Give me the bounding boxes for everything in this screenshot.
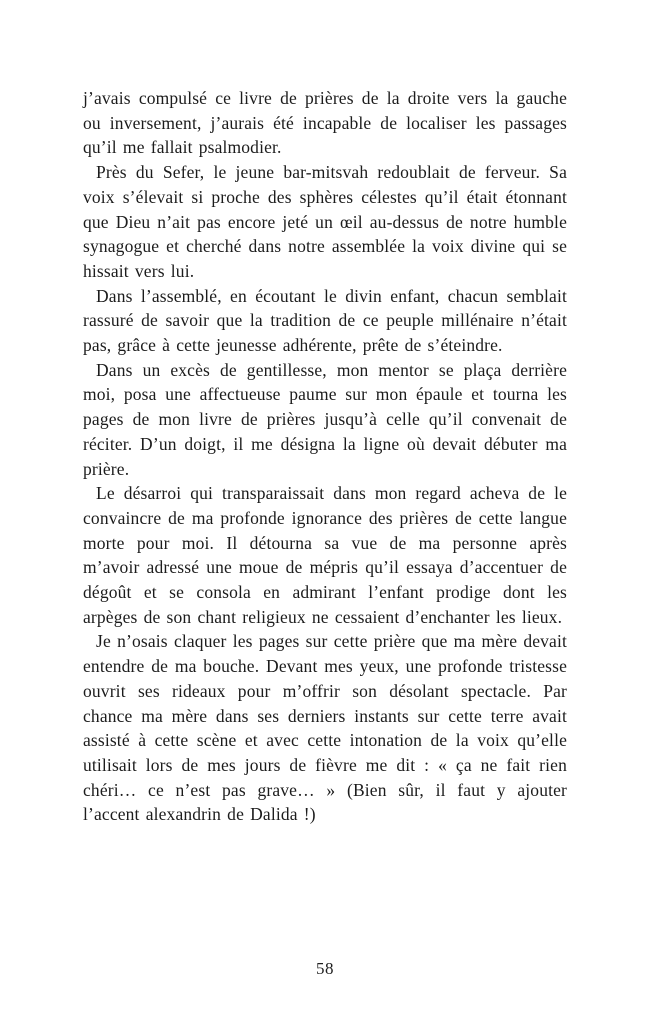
- paragraph-6: Je n’osais claquer les pages sur cette prière que ma mère devait entendre de ma bouche. Devant mes yeux, une profonde tristesse ouvrit ses rideaux pour m’offrir son désolant spectacle. Par chance ma mère dans ses derniers instants sur cette terre avait assisté à cette scène et avec cette intonation de la voix qu’elle utilisait lors de mes jours de fièvre me dit : « ça ne fait rien chéri… ce n’est pas grave… » (Bien sûr, il faut y ajouter l’accent alexandrin de Dalida !): [83, 631, 567, 825]
- page-text-block: [83, 86, 567, 827]
- paragraph-5: Le désarroi qui transparaissait dans mon regard acheva de le convaincre de ma profonde ignorance des prières de cette langue morte pour moi. Il détourna sa vue de ma personne après m’avoir adressé une moue de mépris qu’il essaya d’accentuer de dégoût et se consola en admirant l’enfant prodige dont les arpèges de son chant religieux ne cessaient d’enchanter les lieux.: [83, 483, 567, 627]
- page-number: 58: [316, 959, 334, 978]
- paragraph-3: Dans l’assemblé, en écoutant le divin enfant, chacun semblait rassuré de savoir que la tradition de ce peuple millénaire n’était pas, grâce à cette jeunesse adhérente, prête de s’éteindre.: [83, 285, 567, 356]
- paragraph-1: j’avais compulsé ce livre de prières de la droite vers la gauche ou inversement, j’aurais été incapable de localiser les passages qu’il me fallait psalmodier.: [83, 88, 567, 158]
- paragraph-2: Près du Sefer, le jeune bar-mitsvah redoublait de ferveur. Sa voix s’élevait si proche des sphères célestes qu’il était étonnant que Dieu n’ait pas encore jeté un œil au-dessus de notre humble synagogue et cherché dans notre assemblée la voix divine qui se hissait vers lui.: [83, 162, 567, 281]
- paragraph-4: Dans un excès de gentillesse, mon mentor se plaça derrière moi, posa une affectueuse paume sur mon épaule et tourna les pages de mon livre de prières jusqu’à celle qu’il convenait de réciter. D’un doigt, il me désigna la ligne où devait débuter ma prière.: [83, 359, 567, 479]
